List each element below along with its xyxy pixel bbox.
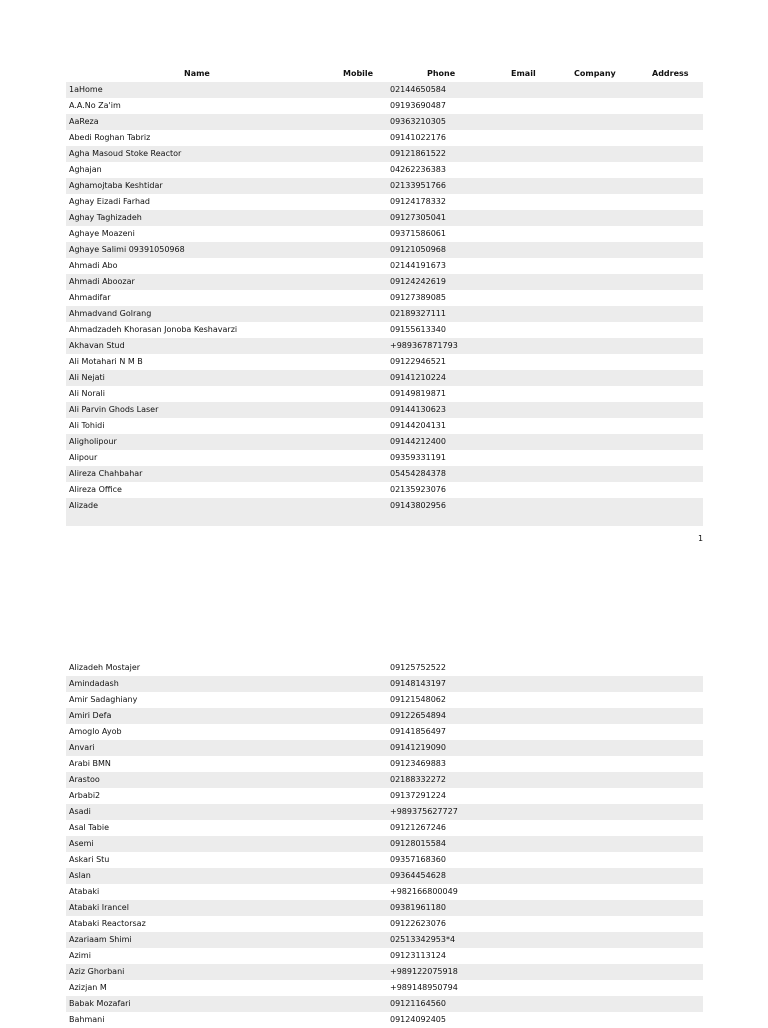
- contact-name: Aziz Ghorbani: [69, 967, 125, 976]
- contact-phone: 09144204131: [390, 421, 446, 430]
- contact-phone: 02135923076: [390, 485, 446, 494]
- contact-name: Arastoo: [69, 775, 100, 784]
- table-row: [66, 402, 703, 418]
- contact-phone: 02188332272: [390, 775, 446, 784]
- table-row: [66, 338, 703, 354]
- contact-name: 1aHome: [69, 85, 103, 94]
- contact-name: Amindadash: [69, 679, 119, 688]
- contacts-table-page-1: [66, 66, 703, 526]
- contact-name: Arbabi2: [69, 791, 101, 800]
- table-row: [66, 964, 703, 980]
- contact-phone: 09121267246: [390, 823, 446, 832]
- table-row: [66, 996, 703, 1012]
- contact-name: Aslan: [69, 871, 91, 880]
- table-row: [66, 226, 703, 242]
- contact-phone: 09144130623: [390, 405, 446, 414]
- contact-phone: 09155613340: [390, 325, 446, 334]
- contact-phone: 09122654894: [390, 711, 446, 720]
- contact-phone: 09371586061: [390, 229, 446, 238]
- contact-name: Azimi: [69, 951, 91, 960]
- table-row: [66, 194, 703, 210]
- contact-phone: 02513342953*4: [390, 935, 456, 944]
- contact-name: Aghaye Salimi 09391050968: [69, 245, 185, 254]
- contact-phone: 09122623076: [390, 919, 446, 928]
- contact-name: Babak Mozafari: [69, 999, 131, 1008]
- contact-name: Aghamojtaba Keshtidar: [69, 181, 163, 190]
- contact-name: Amoglo Ayob: [69, 727, 122, 736]
- contact-phone: 09357168360: [390, 855, 446, 864]
- contact-name: Ahmadi Aboozar: [69, 277, 135, 286]
- contact-phone: +989148950794: [390, 983, 458, 992]
- contact-name: Asadi: [69, 807, 91, 816]
- contact-phone: 09141210224: [390, 373, 446, 382]
- contact-name: Asal Tabie: [69, 823, 109, 832]
- contact-phone: 09141022176: [390, 133, 446, 142]
- table-row: [66, 980, 703, 996]
- table-row: [66, 1012, 703, 1028]
- table-header: [66, 66, 703, 82]
- contact-name: Askari Stu: [69, 855, 110, 864]
- table-row: [66, 242, 703, 258]
- contact-name: AaReza: [69, 117, 99, 126]
- contact-name: Agha Masoud Stoke Reactor: [69, 149, 182, 158]
- contact-name: Alireza Chahbahar: [69, 469, 143, 478]
- contact-name: Ali Norali: [69, 389, 105, 398]
- contact-phone: +982166800049: [390, 887, 458, 896]
- table-row: [66, 178, 703, 194]
- contact-name: Ahmadifar: [69, 293, 111, 302]
- table-row: [66, 868, 703, 884]
- table-row: [66, 740, 703, 756]
- contact-phone: +989375627727: [390, 807, 458, 816]
- contacts-table-page-2: [66, 660, 703, 1028]
- contact-name: Aligholipour: [69, 437, 117, 446]
- contact-phone: 09123113124: [390, 951, 446, 960]
- table-row: [66, 932, 703, 948]
- table-row: [66, 418, 703, 434]
- table-row: [66, 900, 703, 916]
- contact-name: Aghajan: [69, 165, 102, 174]
- contact-name: Alizade: [69, 501, 99, 510]
- header-address: Address: [652, 69, 689, 78]
- page-number: 1: [698, 534, 704, 543]
- contact-name: Amir Sadaghiany: [69, 695, 138, 704]
- table-row: [66, 884, 703, 900]
- table-row: [66, 162, 703, 178]
- contact-phone: 09121050968: [390, 245, 446, 254]
- contact-name: Arabi BMN: [69, 759, 111, 768]
- contact-phone: 02144650584: [390, 85, 446, 94]
- contact-phone: 09125752522: [390, 663, 446, 672]
- contact-phone: 09124242619: [390, 277, 446, 286]
- contact-name: Akhavan Stud: [69, 341, 125, 350]
- header-name: Name: [184, 69, 210, 78]
- table-row: [66, 82, 703, 98]
- contact-phone: +989122075918: [390, 967, 458, 976]
- table-row: [66, 274, 703, 290]
- header-company: Company: [574, 69, 616, 78]
- contact-name: Ahmadvand Golrang: [69, 309, 152, 318]
- table-row: [66, 660, 703, 676]
- table-row: [66, 772, 703, 788]
- contact-name: Aghay Eizadi Farhad: [69, 197, 150, 206]
- contact-name: Alipour: [69, 453, 98, 462]
- contact-phone: 09141219090: [390, 743, 446, 752]
- header-email: Email: [511, 69, 536, 78]
- contact-name: Atabaki Irancel: [69, 903, 129, 912]
- table-row: [66, 210, 703, 226]
- contact-phone: 09124178332: [390, 197, 446, 206]
- contact-phone: 09144212400: [390, 437, 446, 446]
- table-row: [66, 146, 703, 162]
- table-row: [66, 370, 703, 386]
- contact-phone: 09121164560: [390, 999, 446, 1008]
- table-row: [66, 916, 703, 932]
- contact-name: Atabaki: [69, 887, 100, 896]
- table-row-blank: [66, 514, 703, 526]
- contact-name: Azizjan M: [69, 983, 107, 992]
- contact-phone: 09364454628: [390, 871, 446, 880]
- contact-name: Alireza Office: [69, 485, 122, 494]
- table-row: [66, 466, 703, 482]
- contact-name: Aghaye Moazeni: [69, 229, 135, 238]
- table-row: [66, 676, 703, 692]
- contact-phone: +989367871793: [390, 341, 458, 350]
- table-row: [66, 386, 703, 402]
- contact-phone: 09363210305: [390, 117, 446, 126]
- table-row: [66, 692, 703, 708]
- contact-phone: 09121861522: [390, 149, 446, 158]
- contact-phone: 09143802956: [390, 501, 446, 510]
- table-row: [66, 130, 703, 146]
- table-row: [66, 306, 703, 322]
- contact-phone: 09123469883: [390, 759, 446, 768]
- table-row: [66, 804, 703, 820]
- contact-phone: 02133951766: [390, 181, 446, 190]
- table-row: [66, 258, 703, 274]
- contact-name: Ali Parvin Ghods Laser: [69, 405, 159, 414]
- table-row: [66, 482, 703, 498]
- contact-phone: 04262236383: [390, 165, 446, 174]
- contact-name: Anvari: [69, 743, 95, 752]
- contact-phone: 05454284378: [390, 469, 446, 478]
- contact-name: Aghay Taghizadeh: [69, 213, 142, 222]
- contact-phone: 09148143197: [390, 679, 446, 688]
- table-row: [66, 290, 703, 306]
- contact-name: Asemi: [69, 839, 94, 848]
- contact-phone: 09122946521: [390, 357, 446, 366]
- contact-name: Azariaam Shimi: [69, 935, 132, 944]
- table-row: [66, 450, 703, 466]
- contact-name: Abedi Roghan Tabriz: [69, 133, 151, 142]
- contact-name: Amiri Defa: [69, 711, 112, 720]
- contact-phone: 09381961180: [390, 903, 446, 912]
- contact-phone: 09193690487: [390, 101, 446, 110]
- contact-name: Alizadeh Mostajer: [69, 663, 141, 672]
- table-row: [66, 948, 703, 964]
- table-row: [66, 820, 703, 836]
- table-row: [66, 836, 703, 852]
- contact-phone: 09124092405: [390, 1015, 446, 1024]
- table-row: [66, 788, 703, 804]
- contact-phone: 09121548062: [390, 695, 446, 704]
- contact-phone: 09128015584: [390, 839, 446, 848]
- contact-phone: 09141856497: [390, 727, 446, 736]
- contact-phone: 09149819871: [390, 389, 446, 398]
- table-row: [66, 724, 703, 740]
- contact-phone: 09137291224: [390, 791, 446, 800]
- table-row: [66, 354, 703, 370]
- header-mobile: Mobile: [343, 69, 374, 78]
- table-row: [66, 708, 703, 724]
- header-phone: Phone: [427, 69, 456, 78]
- contact-name: Ali Tohidi: [69, 421, 105, 430]
- contact-name: Ali Motahari N M B: [69, 357, 143, 366]
- table-row: [66, 498, 703, 514]
- contact-name: Bahmani: [69, 1015, 105, 1024]
- table-row: [66, 322, 703, 338]
- contact-phone: 09359331191: [390, 453, 446, 462]
- table-row: [66, 852, 703, 868]
- contact-name: Ahmadzadeh Khorasan Jonoba Keshavarzi: [69, 325, 238, 334]
- table-row: [66, 434, 703, 450]
- contact-name: Ali Nejati: [69, 373, 105, 382]
- contact-name: Ahmadi Abo: [69, 261, 118, 270]
- contact-phone: 02189327111: [390, 309, 446, 318]
- contact-phone: 09127305041: [390, 213, 446, 222]
- table-row: [66, 114, 703, 130]
- table-row: [66, 98, 703, 114]
- contact-phone: 09127389085: [390, 293, 446, 302]
- contact-name: Atabaki Reactorsaz: [69, 919, 146, 928]
- contact-phone: 02144191673: [390, 261, 446, 270]
- contact-name: A.A.No Za'im: [69, 101, 121, 110]
- table-row: [66, 756, 703, 772]
